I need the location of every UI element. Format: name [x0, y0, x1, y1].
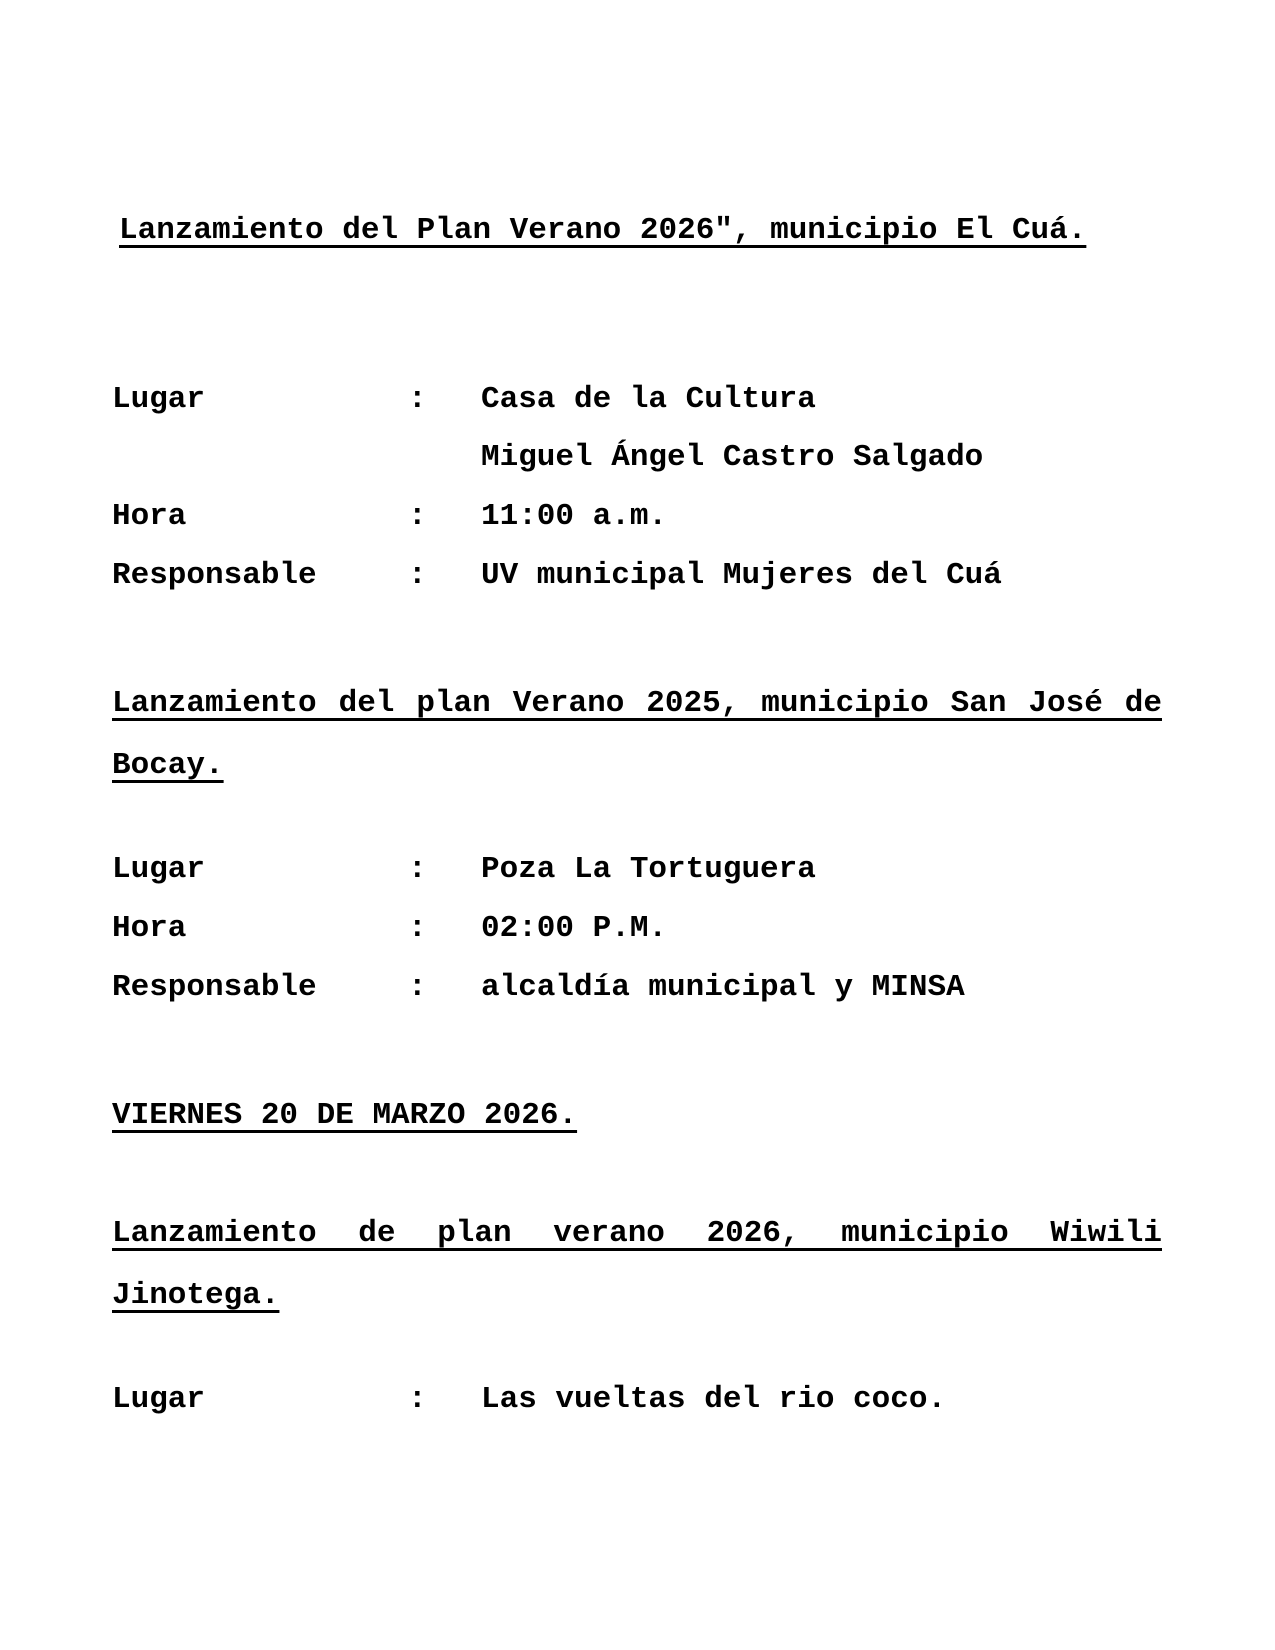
event-title-bocay: Lanzamiento del plan Verano 2025, municipio San José de Bocay. [112, 686, 1162, 783]
separator: : [408, 1382, 427, 1417]
lugar-value: Las vueltas del rio coco. [481, 1382, 947, 1417]
lugar-value-line2: Miguel Ángel Castro Salgado [481, 440, 984, 475]
responsable-label: Responsable [112, 558, 317, 593]
separator: : [408, 852, 427, 887]
separator: : [408, 499, 427, 534]
separator: : [408, 911, 427, 946]
lugar-value: Poza La Tortuguera [481, 852, 816, 887]
lugar-label: Lugar [112, 852, 206, 887]
lugar-label: Lugar [112, 382, 206, 417]
separator: : [408, 970, 427, 1005]
hora-value: 02:00 P.M. [481, 911, 668, 946]
date-heading: VIERNES 20 DE MARZO 2026. [112, 1098, 578, 1133]
hora-value: 11:00 a.m. [481, 499, 668, 534]
separator: : [408, 382, 427, 417]
event-title-el-cua: Lanzamiento del Plan Verano 2026", municipio El Cuá. [119, 213, 1087, 248]
hora-label: Hora [112, 499, 187, 534]
responsable-value: alcaldía municipal y MINSA [481, 970, 965, 1005]
responsable-value: UV municipal Mujeres del Cuá [481, 558, 1002, 593]
lugar-value: Casa de la Cultura [481, 382, 816, 417]
separator: : [408, 558, 427, 593]
responsable-label: Responsable [112, 970, 317, 1005]
event-title-wiwili: Lanzamiento de plan verano 2026, municipio Wiwili Jinotega. [112, 1216, 1162, 1313]
hora-label: Hora [112, 911, 187, 946]
lugar-label: Lugar [112, 1382, 206, 1417]
